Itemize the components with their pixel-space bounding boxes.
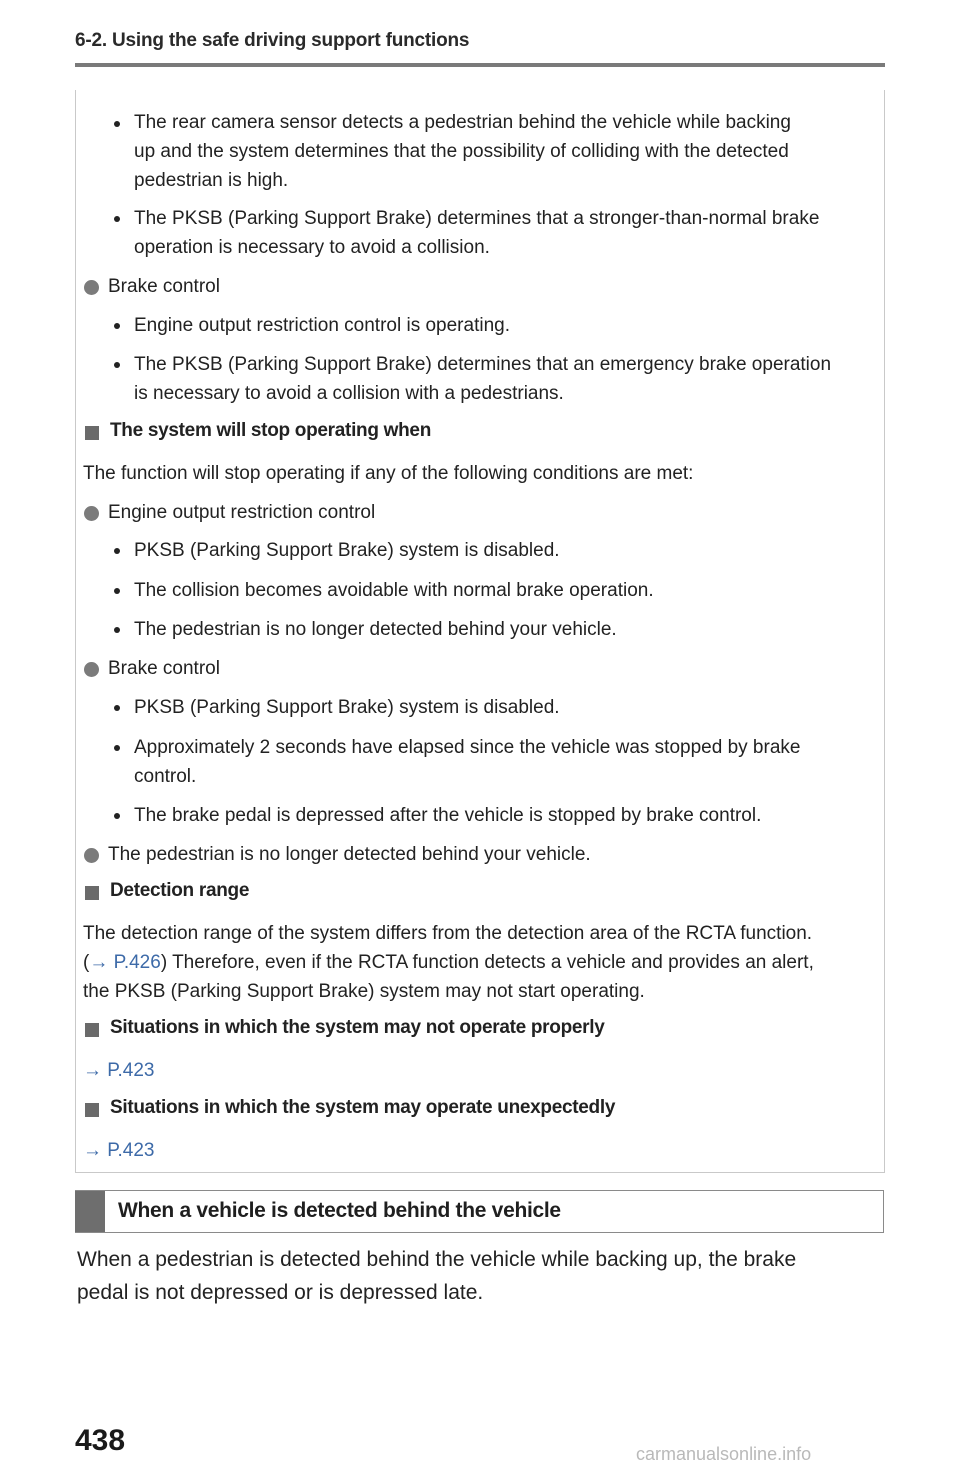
paragraph: The function will stop operating if any of the following conditions are met: <box>83 463 694 484</box>
bullet-dot <box>114 813 120 819</box>
bullet-dot <box>114 627 120 633</box>
bullet-text: control. <box>134 766 197 787</box>
bullet-dot <box>114 362 120 368</box>
bullet-text: The collision becomes avoidable with normal brake operation. <box>134 580 654 601</box>
bullet-text: Approximately 2 seconds have elapsed since the vehicle was stopped by brake <box>134 737 801 758</box>
section-marker <box>75 1191 105 1232</box>
header-rule <box>75 63 885 67</box>
square-heading-icon <box>85 1023 99 1037</box>
circle-bullet-icon <box>84 662 99 677</box>
bullet-dot <box>114 588 120 594</box>
square-heading-icon <box>85 886 99 900</box>
subheading: Detection range <box>110 880 250 901</box>
bullet-dot <box>114 121 120 127</box>
paragraph-rest: ) Therefore, even if the RCTA function detects a vehicle and provides an alert, <box>160 952 814 973</box>
bullet-text: The pedestrian is no longer detected behind your vehicle. <box>134 619 617 640</box>
bullet-dot <box>114 323 120 329</box>
bullet-dot <box>114 745 120 751</box>
page-number: 438 <box>75 1424 126 1457</box>
bullet-dot <box>114 548 120 554</box>
circle-bullet-icon <box>84 280 99 295</box>
bullet-text: The brake pedal is depressed after the vehicle is stopped by brake control. <box>134 805 762 826</box>
page-link-423[interactable]: → P.423 <box>83 1060 155 1081</box>
bullet-text: The PKSB (Parking Support Brake) determines that an emergency brake operation <box>134 354 832 375</box>
bullet-text: is necessary to avoid a collision with a pedestrians. <box>134 383 564 404</box>
square-heading-icon <box>85 426 99 440</box>
section-body: pedal is not depressed or is depressed late. <box>77 1281 484 1304</box>
bullet-text: The PKSB (Parking Support Brake) determines that a stronger-than-normal brake <box>134 208 820 229</box>
bullet-dot <box>114 216 120 222</box>
square-heading-icon <box>85 1103 99 1117</box>
bullet-text: operation is necessary to avoid a collision. <box>134 237 490 258</box>
section-body: When a pedestrian is detected behind the vehicle while backing up, the brake <box>77 1248 797 1271</box>
item-label: Brake control <box>108 658 220 679</box>
paren-open: ( <box>83 952 90 973</box>
paragraph <box>83 948 814 977</box>
page-link-423[interactable]: → P.423 <box>83 1140 155 1161</box>
page-header: 6-2. Using the safe driving support functions <box>75 30 470 51</box>
circle-bullet-icon <box>84 506 99 521</box>
item-label: The pedestrian is no longer detected behind your vehicle. <box>108 844 591 865</box>
section-title-bar <box>75 1190 884 1233</box>
paragraph: the PKSB (Parking Support Brake) system may not start operating. <box>83 981 645 1002</box>
subheading: Situations in which the system may not operate properly <box>110 1017 605 1038</box>
page-link-426[interactable]: → P.426 <box>89 952 161 973</box>
bullet-text: PKSB (Parking Support Brake) system is disabled. <box>134 697 560 718</box>
paragraph: The detection range of the system differs from the detection area of the RCTA function. <box>83 923 813 944</box>
item-label: Brake control <box>108 276 220 297</box>
bullet-text: pedestrian is high. <box>134 170 289 191</box>
watermark: carmanualsonline.info <box>636 1444 812 1464</box>
bullet-text: The rear camera sensor detects a pedestrian behind the vehicle while backing <box>134 112 791 133</box>
bullet-text: PKSB (Parking Support Brake) system is disabled. <box>134 540 560 561</box>
bullet-dot <box>114 705 120 711</box>
circle-bullet-icon <box>84 848 99 863</box>
subheading: The system will stop operating when <box>110 420 431 441</box>
subheading: Situations in which the system may operate unexpectedly <box>110 1097 616 1118</box>
bullet-text: up and the system determines that the possibility of colliding with the detected <box>134 141 789 162</box>
section-title: When a vehicle is detected behind the vehicle <box>118 1199 561 1222</box>
bullet-text: Engine output restriction control is operating. <box>134 315 510 336</box>
item-label: Engine output restriction control <box>108 502 376 523</box>
